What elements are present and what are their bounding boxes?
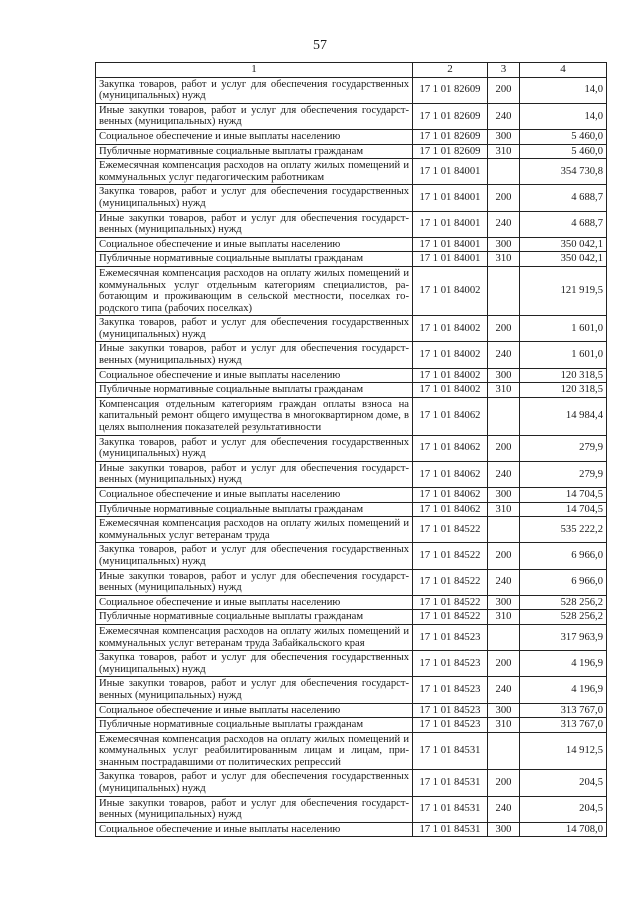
row-vr-cell: 240 — [488, 211, 520, 237]
row-sum-cell: 204,5 — [520, 770, 607, 796]
row-name-cell: Социальное обеспечение и иные выплаты населению — [96, 368, 413, 383]
row-name-cell: Закупка товаров, работ и услуг для обеспечения государственных (муниципальных) нужд — [96, 543, 413, 569]
row-code-cell: 17 1 01 84001 — [413, 211, 488, 237]
row-sum-cell: 279,9 — [520, 435, 607, 461]
table-row — [96, 732, 607, 770]
row-sum-cell: 354 730,8 — [520, 159, 607, 185]
row-sum-cell: 14 704,5 — [520, 488, 607, 503]
table-row — [96, 517, 607, 543]
table-row — [96, 316, 607, 342]
row-name-cell: Иные закупки товаров, работ и услуг для обеспечения государст-венных (муниципальных) нужд — [96, 796, 413, 822]
table-row — [96, 822, 607, 837]
table-row — [96, 770, 607, 796]
table-row — [96, 595, 607, 610]
row-code-cell: 17 1 01 84531 — [413, 770, 488, 796]
row-sum-cell: 6 966,0 — [520, 569, 607, 595]
row-vr-cell: 310 — [488, 383, 520, 398]
table-body — [96, 77, 607, 837]
row-name-cell: Иные закупки товаров, работ и услуг для обеспечения государст-венных (муниципальных) нужд — [96, 211, 413, 237]
row-code-cell: 17 1 01 84523 — [413, 703, 488, 718]
row-sum-cell: 535 222,2 — [520, 517, 607, 543]
row-name-cell: Иные закупки товаров, работ и услуг для обеспечения государст-венных (муниципальных) нужд — [96, 569, 413, 595]
row-sum-cell: 313 767,0 — [520, 703, 607, 718]
row-vr-cell: 300 — [488, 488, 520, 503]
table-row — [96, 159, 607, 185]
row-code-cell: 17 1 01 82609 — [413, 77, 488, 103]
table-row — [96, 651, 607, 677]
row-vr-cell: 240 — [488, 103, 520, 129]
row-code-cell: 17 1 01 82609 — [413, 129, 488, 144]
row-vr-cell — [488, 732, 520, 770]
row-vr-cell: 200 — [488, 435, 520, 461]
row-name-cell: Публичные нормативные социальные выплаты гражданам — [96, 610, 413, 625]
table-row — [96, 185, 607, 211]
row-vr-cell: 310 — [488, 144, 520, 159]
row-name-cell: Ежемесячная компенсация расходов на оплату жилых помещений и коммунальных услуг реабилитированным лицам и лицам, при-знанным пострадавшими от политических репрессий — [96, 732, 413, 770]
row-vr-cell: 240 — [488, 461, 520, 487]
row-code-cell: 17 1 01 84522 — [413, 517, 488, 543]
row-name-cell: Социальное обеспечение и иные выплаты населению — [96, 822, 413, 837]
row-code-cell: 17 1 01 84062 — [413, 397, 488, 435]
row-code-cell: 17 1 01 84001 — [413, 159, 488, 185]
row-vr-cell: 310 — [488, 252, 520, 267]
table-row — [96, 237, 607, 252]
row-code-cell: 17 1 01 84002 — [413, 316, 488, 342]
budget-table — [95, 62, 607, 837]
row-sum-cell: 121 919,5 — [520, 266, 607, 315]
row-vr-cell: 200 — [488, 770, 520, 796]
row-vr-cell: 200 — [488, 543, 520, 569]
row-sum-cell: 5 460,0 — [520, 129, 607, 144]
row-vr-cell: 300 — [488, 237, 520, 252]
row-sum-cell: 4 196,9 — [520, 651, 607, 677]
row-sum-cell: 279,9 — [520, 461, 607, 487]
column-header-sum: 4 — [520, 63, 607, 78]
row-code-cell: 17 1 01 82609 — [413, 144, 488, 159]
row-code-cell: 17 1 01 84002 — [413, 368, 488, 383]
row-code-cell: 17 1 01 84523 — [413, 677, 488, 703]
table-row — [96, 211, 607, 237]
row-name-cell: Публичные нормативные социальные выплаты гражданам — [96, 144, 413, 159]
table-row — [96, 624, 607, 650]
row-code-cell: 17 1 01 82609 — [413, 103, 488, 129]
table-row — [96, 252, 607, 267]
table-row — [96, 703, 607, 718]
row-name-cell: Закупка товаров, работ и услуг для обеспечения государственных (муниципальных) нужд — [96, 316, 413, 342]
row-name-cell: Компенсация отдельным категориям граждан оплаты взноса на капитальный ремонт общего имущества в многоквартирном доме, в целях выполнения показателей результативности — [96, 397, 413, 435]
row-vr-cell: 310 — [488, 502, 520, 517]
row-sum-cell: 14 912,5 — [520, 732, 607, 770]
row-sum-cell: 14 708,0 — [520, 822, 607, 837]
row-vr-cell: 240 — [488, 796, 520, 822]
row-name-cell: Иные закупки товаров, работ и услуг для обеспечения государст-венных (муниципальных) нужд — [96, 677, 413, 703]
row-name-cell: Публичные нормативные социальные выплаты гражданам — [96, 502, 413, 517]
row-name-cell: Закупка товаров, работ и услуг для обеспечения государственных (муниципальных) нужд — [96, 77, 413, 103]
table-row — [96, 718, 607, 733]
row-vr-cell: 200 — [488, 316, 520, 342]
row-name-cell: Закупка товаров, работ и услуг для обеспечения государственных (муниципальных) нужд — [96, 185, 413, 211]
row-sum-cell: 528 256,2 — [520, 610, 607, 625]
row-code-cell: 17 1 01 84002 — [413, 266, 488, 315]
row-code-cell: 17 1 01 84001 — [413, 185, 488, 211]
row-code-cell: 17 1 01 84522 — [413, 543, 488, 569]
row-sum-cell: 350 042,1 — [520, 237, 607, 252]
table-row — [96, 796, 607, 822]
row-code-cell: 17 1 01 84001 — [413, 237, 488, 252]
table-row — [96, 129, 607, 144]
row-sum-cell: 1 601,0 — [520, 342, 607, 368]
table-row — [96, 266, 607, 315]
row-code-cell: 17 1 01 84001 — [413, 252, 488, 267]
row-vr-cell: 300 — [488, 368, 520, 383]
row-name-cell: Закупка товаров, работ и услуг для обеспечения государственных (муниципальных) нужд — [96, 770, 413, 796]
row-code-cell: 17 1 01 84062 — [413, 502, 488, 517]
row-vr-cell — [488, 517, 520, 543]
column-header-code: 2 — [413, 63, 488, 78]
row-vr-cell: 300 — [488, 822, 520, 837]
table-row — [96, 383, 607, 398]
column-header-name: 1 — [96, 63, 413, 78]
row-vr-cell: 240 — [488, 677, 520, 703]
row-name-cell: Социальное обеспечение и иные выплаты населению — [96, 595, 413, 610]
row-sum-cell: 6 966,0 — [520, 543, 607, 569]
row-name-cell: Социальное обеспечение и иные выплаты населению — [96, 237, 413, 252]
row-code-cell: 17 1 01 84522 — [413, 610, 488, 625]
row-vr-cell: 300 — [488, 129, 520, 144]
row-name-cell: Публичные нормативные социальные выплаты гражданам — [96, 252, 413, 267]
row-name-cell: Публичные нормативные социальные выплаты гражданам — [96, 718, 413, 733]
row-name-cell: Иные закупки товаров, работ и услуг для обеспечения государст-венных (муниципальных) нужд — [96, 103, 413, 129]
row-vr-cell — [488, 159, 520, 185]
row-name-cell: Ежемесячная компенсация расходов на оплату жилых помещений и коммунальных услуг ветеранам труда Забайкальского края — [96, 624, 413, 650]
row-vr-cell: 240 — [488, 569, 520, 595]
row-name-cell: Закупка товаров, работ и услуг для обеспечения государственных (муниципальных) нужд — [96, 435, 413, 461]
table-header-row — [96, 63, 607, 78]
row-vr-cell: 200 — [488, 651, 520, 677]
row-name-cell: Социальное обеспечение и иные выплаты населению — [96, 703, 413, 718]
table-row — [96, 103, 607, 129]
row-name-cell: Иные закупки товаров, работ и услуг для обеспечения государст-венных (муниципальных) нужд — [96, 461, 413, 487]
row-code-cell: 17 1 01 84522 — [413, 595, 488, 610]
row-code-cell: 17 1 01 84522 — [413, 569, 488, 595]
row-code-cell: 17 1 01 84002 — [413, 342, 488, 368]
row-vr-cell: 300 — [488, 703, 520, 718]
row-code-cell: 17 1 01 84523 — [413, 624, 488, 650]
row-name-cell: Социальное обеспечение и иные выплаты населению — [96, 488, 413, 503]
row-sum-cell: 4 688,7 — [520, 211, 607, 237]
table-row — [96, 144, 607, 159]
row-vr-cell: 310 — [488, 610, 520, 625]
row-code-cell: 17 1 01 84002 — [413, 383, 488, 398]
row-vr-cell: 200 — [488, 185, 520, 211]
row-sum-cell: 14,0 — [520, 103, 607, 129]
row-sum-cell: 14 984,4 — [520, 397, 607, 435]
row-name-cell: Закупка товаров, работ и услуг для обеспечения государственных (муниципальных) нужд — [96, 651, 413, 677]
row-code-cell: 17 1 01 84531 — [413, 822, 488, 837]
row-code-cell: 17 1 01 84062 — [413, 435, 488, 461]
row-sum-cell: 14,0 — [520, 77, 607, 103]
table-row — [96, 461, 607, 487]
row-sum-cell: 4 688,7 — [520, 185, 607, 211]
row-sum-cell: 4 196,9 — [520, 677, 607, 703]
row-vr-cell — [488, 624, 520, 650]
row-name-cell: Иные закупки товаров, работ и услуг для обеспечения государст-венных (муниципальных) нужд — [96, 342, 413, 368]
table-row — [96, 397, 607, 435]
row-name-cell: Ежемесячная компенсация расходов на оплату жилых помещений и коммунальных услуг отдельным категориям специалистов, ра-ботающим и проживающим в сельской местности, поселках го-родского типа (рабочих поселках) — [96, 266, 413, 315]
row-code-cell: 17 1 01 84062 — [413, 461, 488, 487]
table-row — [96, 543, 607, 569]
row-vr-cell: 300 — [488, 595, 520, 610]
row-sum-cell: 204,5 — [520, 796, 607, 822]
table-row — [96, 502, 607, 517]
table-row — [96, 342, 607, 368]
row-code-cell: 17 1 01 84523 — [413, 718, 488, 733]
table-row — [96, 435, 607, 461]
row-sum-cell: 14 704,5 — [520, 502, 607, 517]
row-name-cell: Ежемесячная компенсация расходов на оплату жилых помещений и коммунальных услуг педагогическим работникам — [96, 159, 413, 185]
table-row — [96, 368, 607, 383]
row-code-cell: 17 1 01 84531 — [413, 796, 488, 822]
row-sum-cell: 350 042,1 — [520, 252, 607, 267]
row-sum-cell: 313 767,0 — [520, 718, 607, 733]
row-code-cell: 17 1 01 84062 — [413, 488, 488, 503]
table-row — [96, 610, 607, 625]
row-name-cell: Ежемесячная компенсация расходов на оплату жилых помещений и коммунальных услуг ветеранам труда — [96, 517, 413, 543]
row-sum-cell: 1 601,0 — [520, 316, 607, 342]
row-code-cell: 17 1 01 84523 — [413, 651, 488, 677]
row-sum-cell: 528 256,2 — [520, 595, 607, 610]
table-row — [96, 677, 607, 703]
row-sum-cell: 5 460,0 — [520, 144, 607, 159]
row-vr-cell: 240 — [488, 342, 520, 368]
row-sum-cell: 120 318,5 — [520, 368, 607, 383]
row-vr-cell: 310 — [488, 718, 520, 733]
table-row — [96, 77, 607, 103]
table-row — [96, 569, 607, 595]
row-name-cell: Публичные нормативные социальные выплаты гражданам — [96, 383, 413, 398]
row-vr-cell — [488, 397, 520, 435]
column-header-vr: 3 — [488, 63, 520, 78]
page-number: 57 — [313, 38, 327, 53]
row-sum-cell: 120 318,5 — [520, 383, 607, 398]
row-vr-cell — [488, 266, 520, 315]
row-vr-cell: 200 — [488, 77, 520, 103]
row-code-cell: 17 1 01 84531 — [413, 732, 488, 770]
row-sum-cell: 317 963,9 — [520, 624, 607, 650]
row-name-cell: Социальное обеспечение и иные выплаты населению — [96, 129, 413, 144]
table-row — [96, 488, 607, 503]
